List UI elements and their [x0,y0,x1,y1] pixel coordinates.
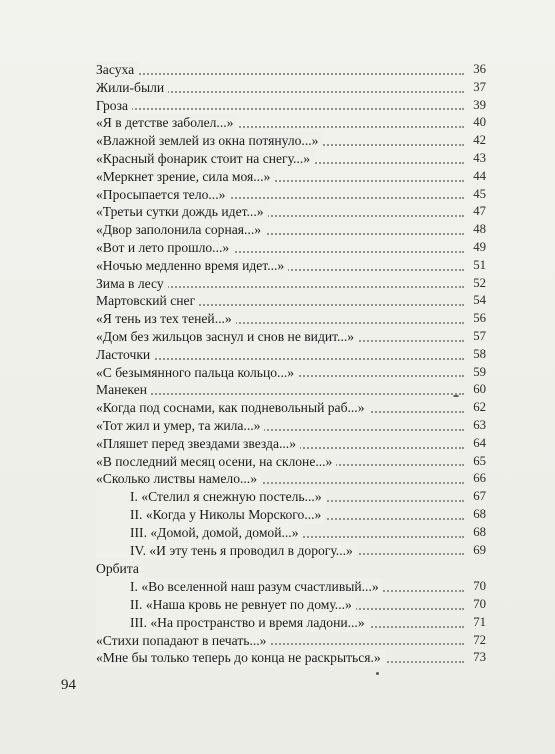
toc-entry-page: 63 [473,417,486,432]
toc-entry-title: II. «Наша кровь не ревнует по дому...» [96,596,356,614]
toc-entry-title: «Красный фонарик стоит на снегу...» [96,150,314,168]
toc-entry-title: «Стихи попадают в печать...» [96,632,270,650]
toc-entry-title: «Влажной землей из окна потянуло...» [96,132,322,150]
toc-entry [96,399,486,417]
toc-entry [96,578,486,596]
ink-mark [453,395,459,397]
toc-entry-title: «Тот жил и умер, та жила...» [96,417,264,435]
toc-entry [96,186,486,204]
toc-entry [96,346,486,364]
toc-entry [96,470,486,488]
table-of-contents [96,61,486,667]
toc-entry [96,435,486,453]
toc-entry-title: I. «Во вселенной наш разум счастливый...» [96,578,383,596]
toc-entry-page: 57 [473,328,486,343]
toc-entry-page: 44 [473,168,486,183]
dot-leader [96,108,464,110]
toc-entry-title: Зима в лесу [96,275,168,293]
toc-entry-page: 72 [473,632,486,647]
toc-entry-page: 65 [473,453,486,468]
toc-entry-page: 42 [473,133,486,148]
toc-entry [96,328,486,346]
toc-entry-title: Манекен [96,381,151,399]
toc-entry [96,97,486,115]
toc-entry-page: 45 [473,186,486,201]
toc-entry [96,524,486,542]
toc-entry [96,275,486,293]
toc-entry-title: «Вот и лето прошло...» [96,239,233,257]
toc-entry [96,542,486,560]
toc-entry-page: 48 [473,222,486,237]
toc-entry-title: Мартовский снег [96,292,199,310]
toc-entry-page: 62 [473,400,486,415]
toc-entry [96,114,486,132]
ink-speck [376,672,379,675]
toc-entry-title: «Двор заполонила сорная...» [96,221,265,239]
toc-entry-title: III. «На пространство и время ладони...» [96,614,369,632]
toc-entry-title: «В последний месяц осени, на склоне...» [96,453,336,471]
toc-entry [96,417,486,435]
toc-entry [96,150,486,168]
toc-entry [96,292,486,310]
toc-entry [96,381,486,399]
toc-entry [96,221,486,239]
toc-entry-title: «Меркнет зрение, сила моя...» [96,168,274,186]
toc-entry-page: 69 [473,542,486,557]
toc-entry-title: Орбита [96,560,143,578]
toc-entry-page: 67 [473,489,486,504]
toc-entry-title: «С безымянного пальца кольцо...» [96,364,298,382]
toc-entry [96,596,486,614]
toc-entry-title: Ласточки [96,346,154,364]
toc-entry-title: «Когда под соснами, как подневольный раб...» [96,399,369,417]
toc-entry [96,239,486,257]
toc-entry-page: 37 [473,79,486,94]
toc-entry [96,614,486,632]
toc-entry-title: II. «Когда у Николы Морского...» [96,506,325,524]
toc-entry [96,257,486,275]
toc-entry-title: IV. «И эту тень я проводил в дорогу...» [96,542,357,560]
toc-entry-page: 60 [473,382,486,397]
toc-entry-title: «Сколько листвы намело...» [96,470,261,488]
toc-entry-page: 47 [473,204,486,219]
toc-entry-title: Засуха [96,61,138,79]
toc-entry-page: 54 [473,293,486,308]
toc-entry-title: Жили-были [96,79,168,97]
toc-entry [96,453,486,471]
toc-entry-page: 49 [473,239,486,254]
toc-entry [96,506,486,524]
toc-entry-title: «Я в детстве заболел...» [96,114,237,132]
toc-entry-title: «Ночью медленно время идет...» [96,257,288,275]
toc-entry-page: 36 [473,62,486,76]
toc-entry-page: 70 [473,596,486,611]
toc-entry [96,649,486,667]
toc-entry [96,364,486,382]
toc-entry-page: 40 [473,115,486,130]
toc-entry [96,79,486,97]
toc-entry-page: 64 [473,435,486,450]
toc-entry-page: 68 [473,524,486,539]
toc-entry-title: «Я тень из тех теней...» [96,310,236,328]
toc-entry-title: Гроза [96,97,132,115]
toc-entry-page: 43 [473,150,486,165]
toc-entry-page: 58 [473,346,486,361]
toc-entry [96,132,486,150]
toc-entry-page: 39 [473,97,486,112]
toc-entry-title: «Мне бы только теперь до конца не раскрыться.» [96,649,385,667]
toc-entry-page: 52 [473,275,486,290]
toc-entry [96,488,486,506]
toc-entry-page: 70 [473,579,486,594]
toc-entry-title: «Третьи сутки дождь идет...» [96,203,268,221]
dot-leader [96,393,464,395]
toc-entry-page: 68 [473,506,486,521]
toc-entry-title: «Просыпается тело...» [96,186,229,204]
toc-entry [96,168,486,186]
toc-entry-page: 73 [473,650,486,665]
toc-entry-title: I. «Стелил я снежную постель...» [96,488,326,506]
toc-entry [96,310,486,328]
toc-entry-page: 56 [473,311,486,326]
toc-entry [96,203,486,221]
toc-entry [96,61,486,79]
page-number: 94 [61,677,76,693]
toc-entry-title: «Дом без жильцов заснул и снов не видит...» [96,328,358,346]
toc-entry [96,632,486,650]
toc-entry-page: 66 [473,471,486,486]
toc-entry-page: 59 [473,364,486,379]
dot-leader [96,73,464,75]
toc-entry-title: «Пляшет перед звездами звезда...» [96,435,300,453]
toc-entry-page: 71 [473,614,486,629]
toc-entry-title: III. «Домой, домой, домой...» [96,524,303,542]
toc-entry-page: 51 [473,257,486,272]
toc-section-heading [96,560,486,578]
